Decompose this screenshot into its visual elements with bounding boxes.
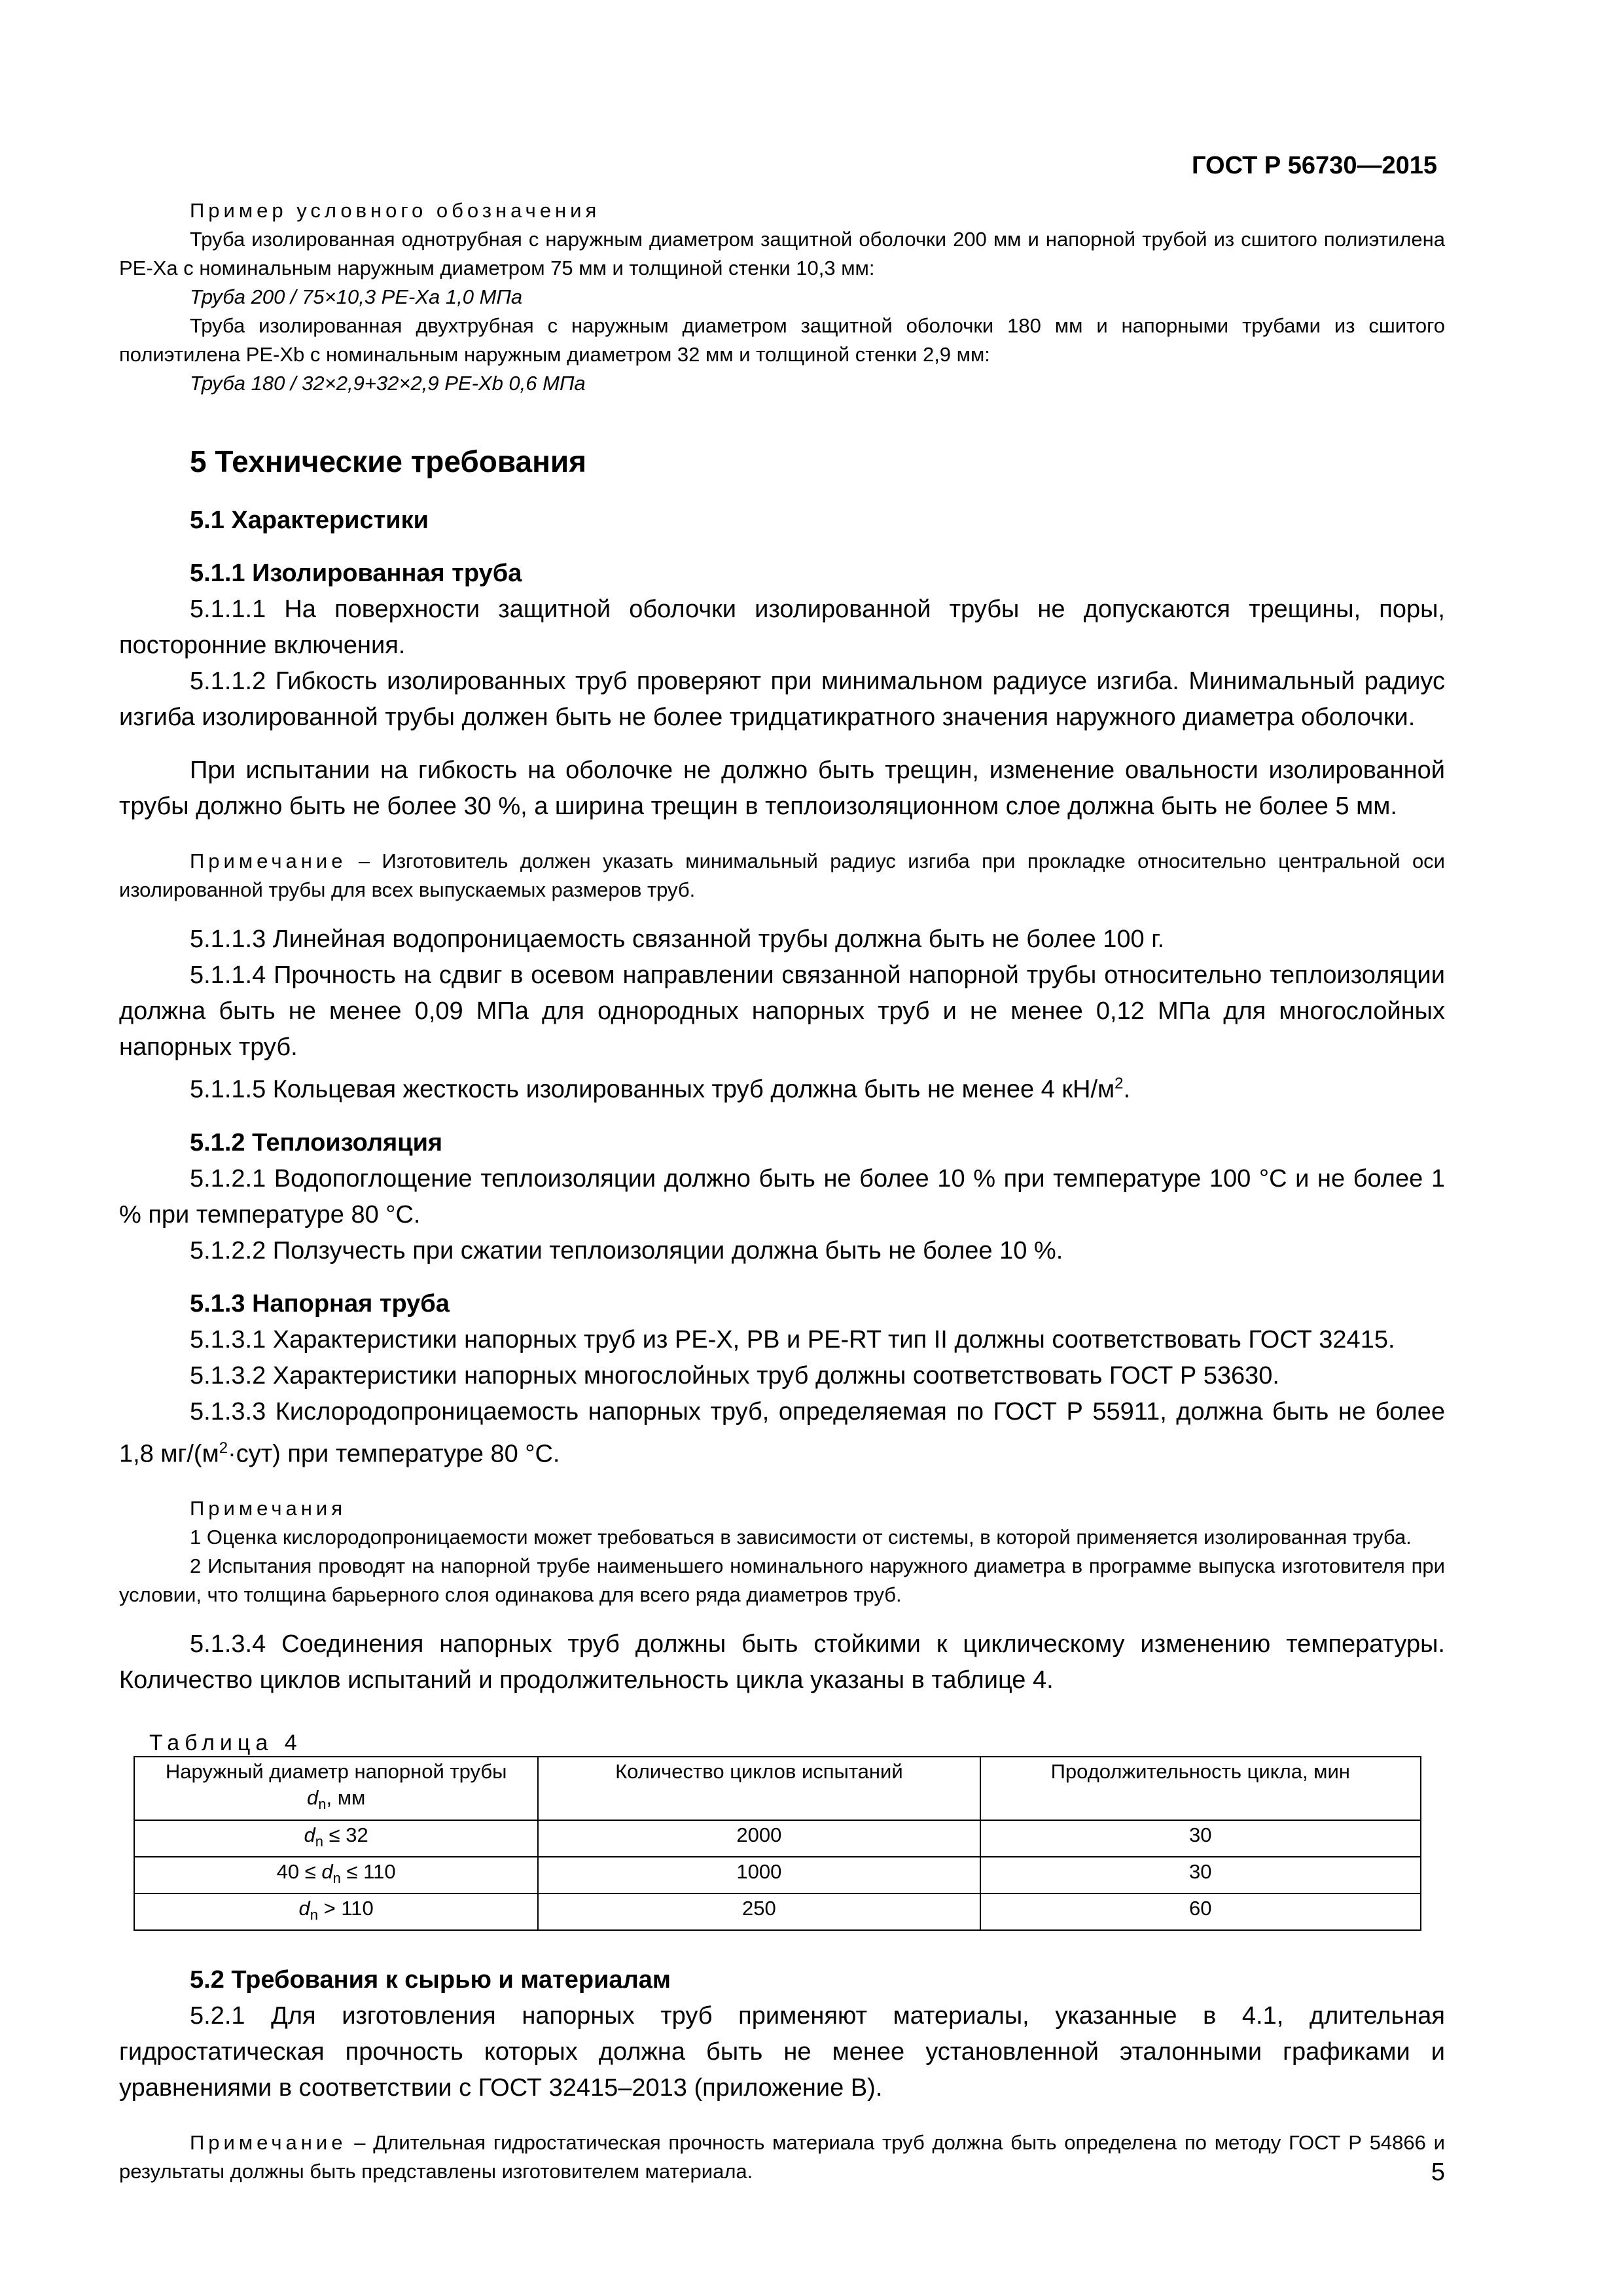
- text: ≤ 110: [340, 1859, 396, 1883]
- clause-5-1-3-1: 5.1.3.1 Характеристики напорных труб из PE-X, PB и PE-RT тип II должны соответствовать ГОСТ 32415.: [190, 1325, 1395, 1354]
- clause-text: 5.1.1.5 Кольцевая жесткость изолированных труб должна быть не менее 4 кН/м: [190, 1075, 1115, 1103]
- clause-5-1-1-1: 5.1.1.1 На поверхности защитной оболочки изолированной трубы не допускаются трещины, поры, посторонние включения.: [119, 596, 1445, 659]
- clause-flex-test: При испытании на гибкость на оболочке не должно быть трещин, изменение овальности изолированной трубы должно быть не более 30 %, а ширина трещин в теплоизоляционном слое должна быть не более 5 мм.: [119, 757, 1445, 820]
- table-cell-diameter: [134, 1893, 538, 1930]
- symbol: d: [298, 1896, 310, 1920]
- example-designation-2: Труба 180 / 32×2,9+32×2,9 PE-Xb 0,6 МПа: [190, 372, 586, 395]
- note-text: – Изготовитель должен указать минимальный радиус изгиба при прокладке относительно центральной оси изолированной трубы для всех выпускаемых размеров труб.: [119, 850, 1445, 901]
- example-label: Пример условного обозначения: [190, 199, 601, 222]
- note-2: 2 Испытания проводят на напорной трубе наименьшего номинального наружного диаметра в программе выпуска изготовителя при условии, что толщина барьерного слоя одинакова для всего ряда диаметров труб.: [119, 1554, 1445, 1607]
- clause-text-end: .: [1123, 1075, 1131, 1103]
- table-4-caption: Таблица 4: [149, 1731, 302, 1756]
- subscript: n: [318, 1796, 327, 1813]
- table-row: [134, 1857, 1421, 1893]
- table-cell-cycles: 2000: [538, 1820, 980, 1857]
- clause-5-1-1-4: 5.1.1.4 Прочность на сдвиг в осевом направлении связанной напорной трубы относительно теплоизоляции должна быть не менее 0,09 МПа для однородных напорных труб и не менее 0,12 МПа для многослойных напорных труб.: [119, 961, 1445, 1061]
- table-cell-diameter: [134, 1857, 538, 1893]
- note-label: Примечание: [190, 850, 347, 872]
- page-number: 5: [1431, 2159, 1445, 2186]
- table-cell-cycles: 250: [538, 1893, 980, 1930]
- clause-5-1-1-5: [119, 1066, 1445, 1108]
- clause-5-1-3-2: 5.1.3.2 Характеристики напорных многослойных труб должны соответствовать ГОСТ Р 53630.: [190, 1361, 1279, 1390]
- superscript: 2: [219, 1439, 228, 1457]
- subscript: n: [310, 1907, 319, 1924]
- table-cell-diameter: [134, 1820, 538, 1857]
- example-text-1: Труба изолированная однотрубная с наружным диаметром защитной оболочки 200 мм и напорной трубой из сшитого полиэтилена PE-Xa с номинальным наружным диаметром 75 мм и толщиной стенки 10,3 мм:: [119, 228, 1445, 279]
- clause-5-1-2-2: 5.1.2.2 Ползучесть при сжатии теплоизоляции должна быть не более 10 %.: [190, 1236, 1063, 1265]
- symbol: d: [304, 1823, 315, 1846]
- section-5-1-1-heading: 5.1.1 Изолированная труба: [190, 560, 522, 587]
- table-header-cycles: Количество циклов испытаний: [538, 1757, 980, 1820]
- table-header-diameter: [134, 1757, 538, 1820]
- clause-5-1-1-3: 5.1.1.3 Линейная водопроницаемость связанной трубы должна быть не более 100 г.: [190, 925, 1165, 953]
- text: 40 ≤: [276, 1859, 322, 1883]
- clause-text: 5.1.3.3 Кислородопроницаемость напорных труб, определяемая по ГОСТ Р 55911, должна быть не более 1,8 мг/(м: [119, 1397, 1445, 1468]
- subscript: n: [315, 1833, 324, 1850]
- table-header-duration: Продолжительность цикла, мин: [980, 1757, 1421, 1820]
- text: ≤ 32: [323, 1823, 368, 1846]
- clause-5-1-1-2: 5.1.1.2 Гибкость изолированных труб проверяют при минимальном радиусе изгиба. Минимальный радиус изгиба изолированной трубы должен быть не более тридцатикратного значения наружного диаметра оболочки.: [119, 668, 1445, 731]
- symbol: d: [321, 1859, 333, 1883]
- text: > 110: [318, 1896, 374, 1920]
- note-label: Примечание: [190, 2131, 347, 2155]
- section-5-1-3-heading: 5.1.3 Напорная труба: [190, 1289, 450, 1318]
- table-row: [134, 1893, 1421, 1930]
- table-cell-cycles: 1000: [538, 1857, 980, 1893]
- section-5-1-heading: 5.1 Характеристики: [190, 507, 429, 534]
- unit: , мм: [326, 1786, 366, 1810]
- section-5-heading: 5 Технические требования: [190, 444, 586, 478]
- table-row: [134, 1820, 1421, 1857]
- example-designation-1: Труба 200 / 75×10,3 PE-Xa 1,0 МПа: [190, 285, 523, 308]
- clause-5-2-1: 5.2.1 Для изготовления напорных труб применяют материалы, указанные в 4.1, длительная гидростатическая прочность которых должна быть не менее установленной эталонными графиками и уравнениями в соответствии с ГОСТ 32415–2013 (приложение В).: [119, 2002, 1445, 2102]
- note-5-2: [119, 2128, 1445, 2186]
- header-text: Наружный диаметр напорной трубы: [165, 1760, 507, 1784]
- section-5-1-2-heading: 5.1.2 Теплоизоляция: [190, 1128, 443, 1157]
- table-cell-duration: 30: [980, 1820, 1421, 1857]
- note-5-1-1: [119, 847, 1445, 905]
- note-text: – Длительная гидростатическая прочность материала труб должна быть определена по методу ГОСТ Р 54866 и результаты должны быть представлены изготовителем материала.: [119, 2131, 1445, 2183]
- superscript: 2: [1115, 1075, 1124, 1092]
- clause-5-1-3-4: 5.1.3.4 Соединения напорных труб должны быть стойкими к циклическому изменению температуры. Количество циклов испытаний и продолжительность цикла указаны в таблице 4.: [119, 1630, 1445, 1695]
- document-id-header: ГОСТ Р 56730—2015: [1192, 152, 1437, 179]
- table-cell-duration: 30: [980, 1857, 1421, 1893]
- example-text-2: Труба изолированная двухтрубная с наружным диаметром защитной оболочки 180 мм и напорными трубами из сшитого полиэтилена PE-Xb с номинальным наружным диаметром 32 мм и толщиной стенки 2,9 мм:: [119, 314, 1445, 366]
- note-1: 1 Оценка кислородопроницаемости может требоваться в зависимости от системы, в которой применяется изолированная труба.: [190, 1526, 1412, 1549]
- clause-text-end: ·сут) при температуре 80 °C.: [228, 1440, 560, 1468]
- table-4: [134, 1756, 1421, 1931]
- clause-5-1-3-3: [119, 1394, 1445, 1473]
- page-content: [119, 196, 1445, 2186]
- subscript: n: [332, 1869, 341, 1886]
- notes-label: Примечания: [190, 1497, 346, 1520]
- section-5-2-heading: 5.2 Требования к сырью и материалам: [190, 1966, 671, 1994]
- clause-5-1-2-1: 5.1.2.1 Водопоглощение теплоизоляции должно быть не более 10 % при температуре 100 °C и не более 1 % при температуре 80 °C.: [119, 1164, 1445, 1229]
- symbol: d: [306, 1786, 319, 1810]
- table-cell-duration: 60: [980, 1893, 1421, 1930]
- table-header-row: [134, 1757, 1421, 1820]
